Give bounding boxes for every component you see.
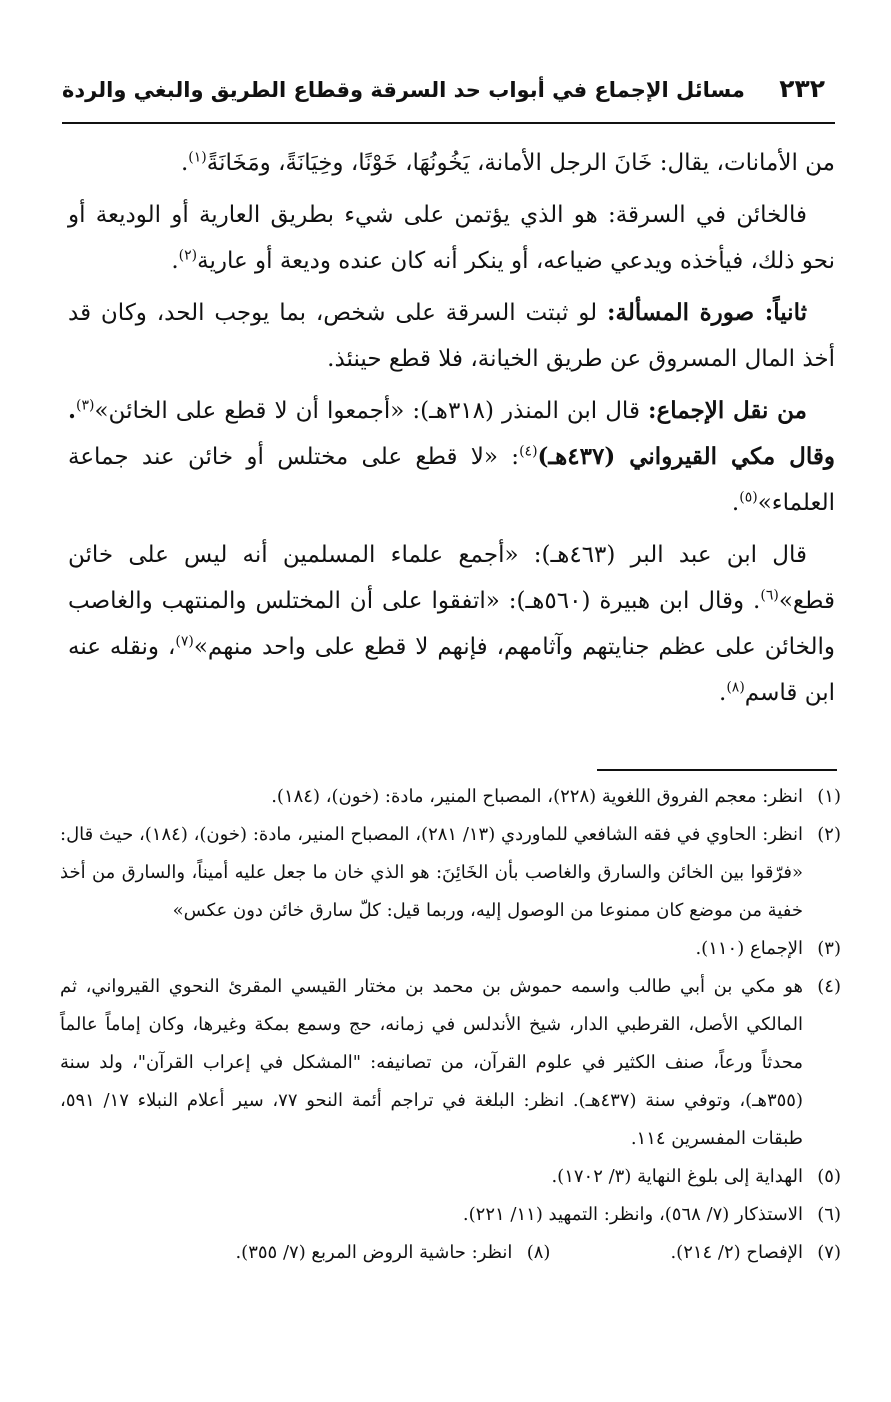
paragraph-4-text-a: قال ابن المنذر (٣١٨هـ): «أجمعوا أن لا قطع على الخائن» — [94, 398, 648, 424]
paragraph-5-text-c: ، ونقله عنه ابن قاسم — [68, 634, 835, 706]
footnote-mark: (٥) — [817, 1166, 841, 1187]
footnote-ref-4: (٤) — [519, 443, 538, 460]
paragraph-4-text-c: : «لا قطع على مختلس أو خائن عند جماعة العلماء» — [68, 444, 835, 516]
paragraph-4 — [68, 388, 835, 526]
footnote-ref-6: (٦) — [760, 587, 779, 604]
footnote-3 — [60, 930, 841, 968]
footnote-ref-1: (١) — [188, 149, 207, 166]
paragraph-5 — [68, 532, 835, 716]
footnote-text: انظر: معجم الفروق اللغوية (٢٢٨)، المصباح المنير، مادة: (خون)، (١٨٤). — [271, 786, 803, 807]
paragraph-2-text: فالخائن في السرقة: هو الذي يؤتمن على شيء بطريق العارية أو الوديعة أو نحو ذلك، فيأخذه ويدعي ضياعه، أو ينكر أنه كان عنده وديعة أو عارية — [68, 202, 835, 274]
paragraph-5-end: . — [719, 680, 727, 706]
paragraph-2 — [68, 192, 835, 284]
footnotes — [60, 778, 841, 1272]
footnote-text: الإفصاح (٢/ ٢١٤). — [670, 1242, 803, 1263]
running-title: مسائل الإجماع في أبواب حد السرقة وقطاع الطريق والبغي والردة — [62, 78, 745, 102]
paragraph-4-text-b: . وقال مكي القيرواني (٤٣٧هـ) — [68, 397, 836, 470]
main-text — [68, 140, 835, 722]
footnote-text: الهداية إلى بلوغ النهاية (٣/ ١٧٠٢). — [551, 1166, 803, 1187]
paragraph-1 — [68, 140, 835, 186]
footnote-text: انظر: حاشية الروض المربع (٧/ ٣٥٥). — [235, 1242, 513, 1263]
footnote-mark: (٨) — [526, 1242, 551, 1263]
paragraph-3-text: لو ثبتت السرقة على شخص، بما يوجب الحد، وكان قد أخذ المال المسروق عن طريق الخيانة، فلا قطع حينئذ. — [68, 300, 835, 372]
footnote-row-last — [60, 1234, 841, 1272]
footnote-text: انظر: الحاوي في فقه الشافعي للماوردي (١٣/ ٢٨١)، المصباح المنير، مادة: (خون)، (١٨٤)، حيث قال: «فرّقوا بين الخائن والسارق والغاصب بأن الخَائِنَ: هو الذي خان ما جعل عليه أميناً، والسارق من أخذ خفية من موضع كان ممنوعا من الوصول إليه، وربما قيل: كلّ سارق خائن دون عكس» — [60, 824, 803, 921]
page-header — [62, 68, 835, 118]
footnote-text: هو مكي بن أبي طالب واسمه حموش بن محمد بن مختار القيسي المقرئ النحوي القيرواني، ثم المالكي الأصل، القرطبي الدار، شيخ الأندلس في زمانه، حج وسمع بمكة وغيرها، وكان إماماً عالماً محدثاً ورعاً، صنف الكثير في علوم القرآن، من تصانيفه: "المشكل في إعراب القرآن"، ولد سنة (٣٥٥هـ)، وتوفي سنة (٤٣٧هـ). انظر: البلغة في تراجم أئمة النحو ٧٧، سير أعلام النبلاء ١٧/ ٥٩١، طبقات المفسرين ١١٤. — [60, 976, 803, 1149]
paragraph-3 — [68, 290, 835, 382]
footnote-text: الاستذكار (٧/ ٥٦٨)، وانظر: التمهيد (١١/ ٢٢١). — [462, 1204, 803, 1225]
footnote-ref-7: (٧) — [175, 633, 194, 650]
paragraph-2-end: . — [171, 248, 179, 274]
paragraph-5-text-b: . وقال ابن هبيرة (٥٦٠هـ): «اتفقوا على أن المختلس والمنتهب والغاصب والخائن على عظم جنايتهم وآثامهم، فإنهم لا قطع على واحد منهم» — [68, 588, 835, 660]
footnote-5 — [60, 1158, 841, 1196]
paragraph-1-end: . — [180, 150, 189, 176]
section-heading-consensus: من نقل الإجماع: — [647, 397, 807, 424]
paragraph-5-text-a: قال ابن عبد البر (٤٦٣هـ): «أجمع علماء المسلمين أنه ليس على خائن قطع» — [68, 542, 835, 614]
footnote-7 — [670, 1234, 841, 1272]
paragraph-1-text: من الأمانات، يقال: خَانَ الرجل الأمانة، يَخُونُهَا، خَوْنًا، وخِيَانَةً، ومَخَانَةً — [206, 150, 835, 176]
footnote-8 — [235, 1234, 550, 1272]
footnote-2 — [60, 816, 841, 930]
footnote-ref-8: (٨) — [726, 679, 745, 696]
footnote-mark: (٧) — [817, 1242, 841, 1263]
footnote-6 — [60, 1196, 841, 1234]
footnote-ref-2: (٢) — [178, 247, 198, 264]
footnote-separator — [597, 769, 837, 771]
footnote-ref-5: (٥) — [739, 489, 758, 506]
paragraph-4-end: . — [731, 490, 740, 516]
page-number: ٢٣٢ — [779, 74, 825, 103]
footnote-1 — [60, 778, 841, 816]
header-rule — [62, 122, 835, 124]
footnote-mark: (٣) — [817, 938, 841, 959]
footnote-text: الإجماع (١١٠). — [695, 938, 803, 959]
footnote-mark: (٢) — [817, 824, 841, 845]
section-heading-form: ثانياً: صورة المسألة: — [607, 299, 807, 326]
footnote-ref-3: (٣) — [76, 397, 95, 414]
footnote-mark: (٤) — [817, 976, 841, 997]
footnote-4 — [60, 968, 841, 1158]
footnote-mark: (١) — [817, 786, 841, 807]
footnote-mark: (٦) — [817, 1204, 841, 1225]
